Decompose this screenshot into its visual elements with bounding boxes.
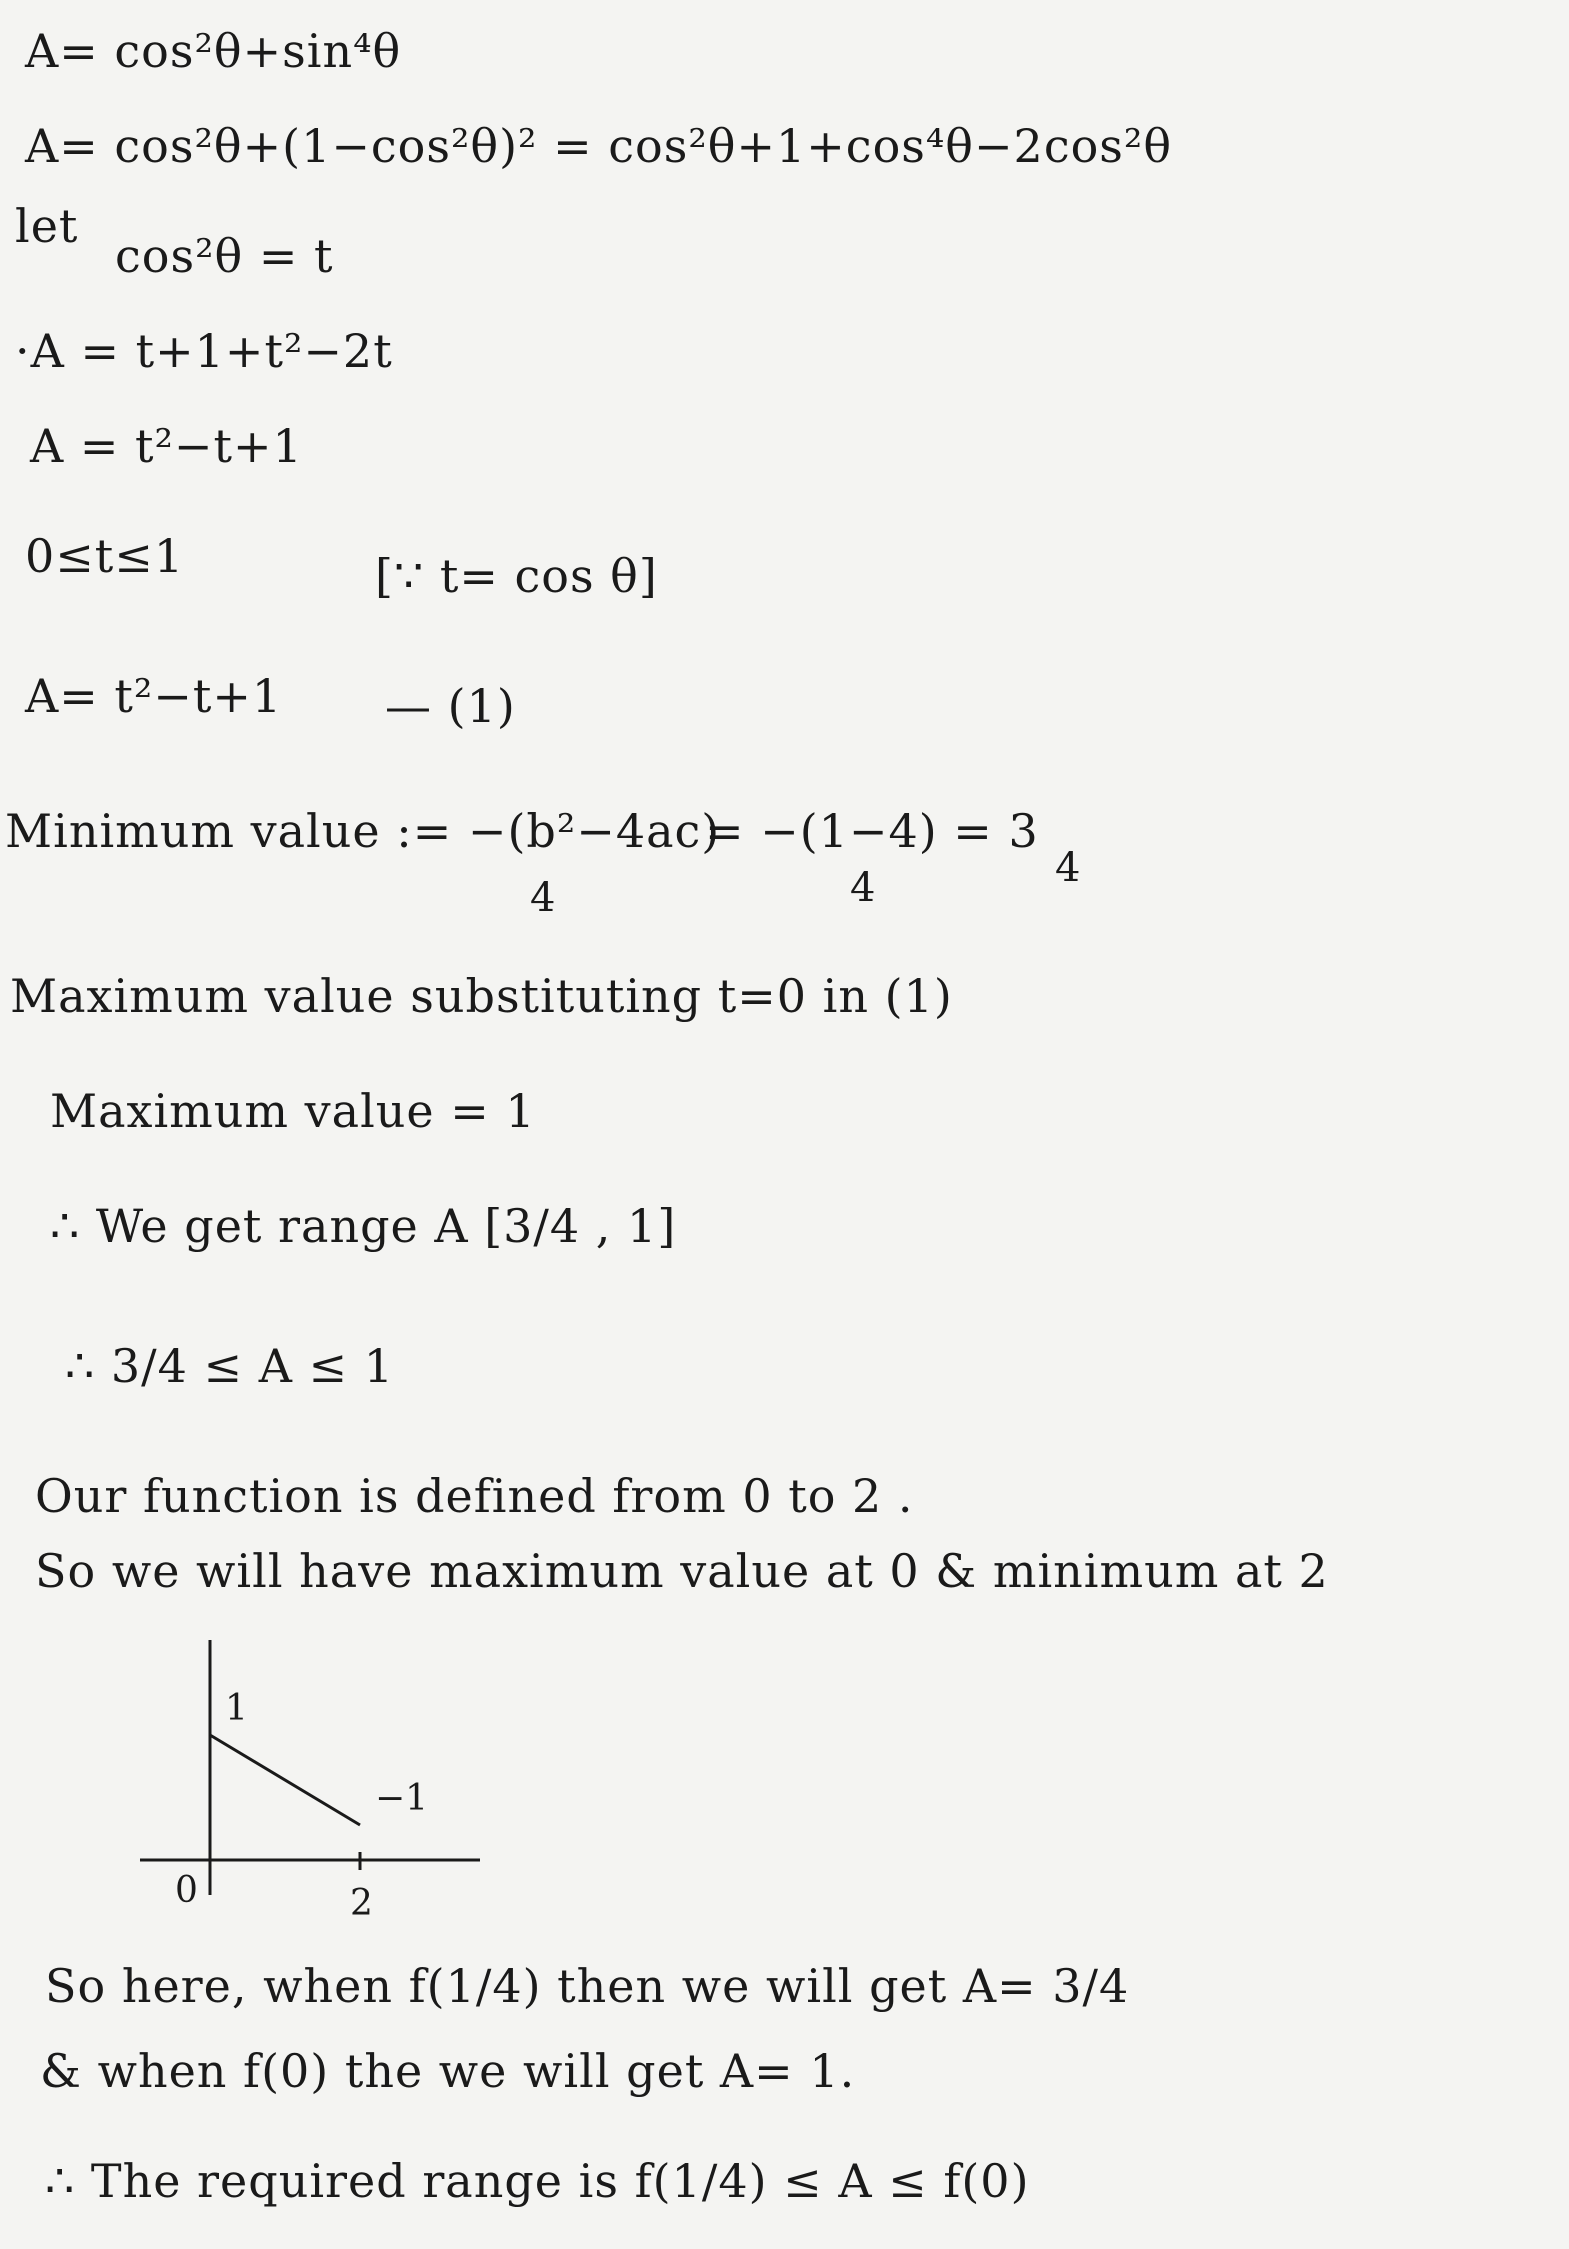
line-final2: & when f(0) the we will get A= 1.	[40, 2044, 856, 2098]
min-rhs: = −(1−4) = 3	[705, 804, 1039, 858]
min-rhs-den: 4	[850, 865, 877, 911]
min-rhs-den2: 4	[1055, 845, 1082, 891]
function-graph	[120, 1640, 520, 1940]
line-6a: 0≤t≤1	[25, 529, 185, 583]
line-max1: Maximum value substituting t=0 in (1)	[10, 969, 953, 1023]
line-1: A= cos²θ+sin⁴θ	[25, 24, 402, 78]
line-range1: ∴ We get range A [3/4 , 1]	[50, 1199, 677, 1253]
line-final3: ∴ The required range is f(1/4) ≤ A ≤ f(0)	[45, 2154, 1030, 2208]
line-3a: let	[15, 199, 79, 253]
line-func2: So we will have maximum value at 0 & minimum at 2	[35, 1544, 1329, 1598]
label-x-2: 2	[350, 1883, 373, 1924]
label-start: 1	[225, 1688, 248, 1729]
line-3b: cos²θ = t	[115, 229, 334, 283]
function-line	[210, 1735, 360, 1825]
line-7a: A= t²−t+1	[25, 669, 283, 723]
label-end: −1	[375, 1778, 429, 1819]
line-final1: So here, when f(1/4) then we will get A= 3/4	[45, 1959, 1130, 2013]
line-6b: [∵ t= cos θ]	[375, 549, 658, 603]
label-origin: 0	[175, 1870, 198, 1911]
line-2: A= cos²θ+(1−cos²θ)² = cos²θ+1+cos⁴θ−2cos²θ	[25, 119, 1173, 173]
line-func1: Our function is defined from 0 to 2 .	[35, 1469, 914, 1523]
line-7b: — (1)	[385, 679, 516, 733]
min-den: 4	[530, 875, 557, 921]
line-range2: ∴ 3/4 ≤ A ≤ 1	[65, 1339, 394, 1393]
line-4: ·A = t+1+t²−2t	[15, 324, 393, 378]
min-label: Minimum value := −(b²−4ac)	[5, 804, 721, 858]
line-max2: Maximum value = 1	[50, 1084, 536, 1138]
line-5: A = t²−t+1	[30, 419, 303, 473]
